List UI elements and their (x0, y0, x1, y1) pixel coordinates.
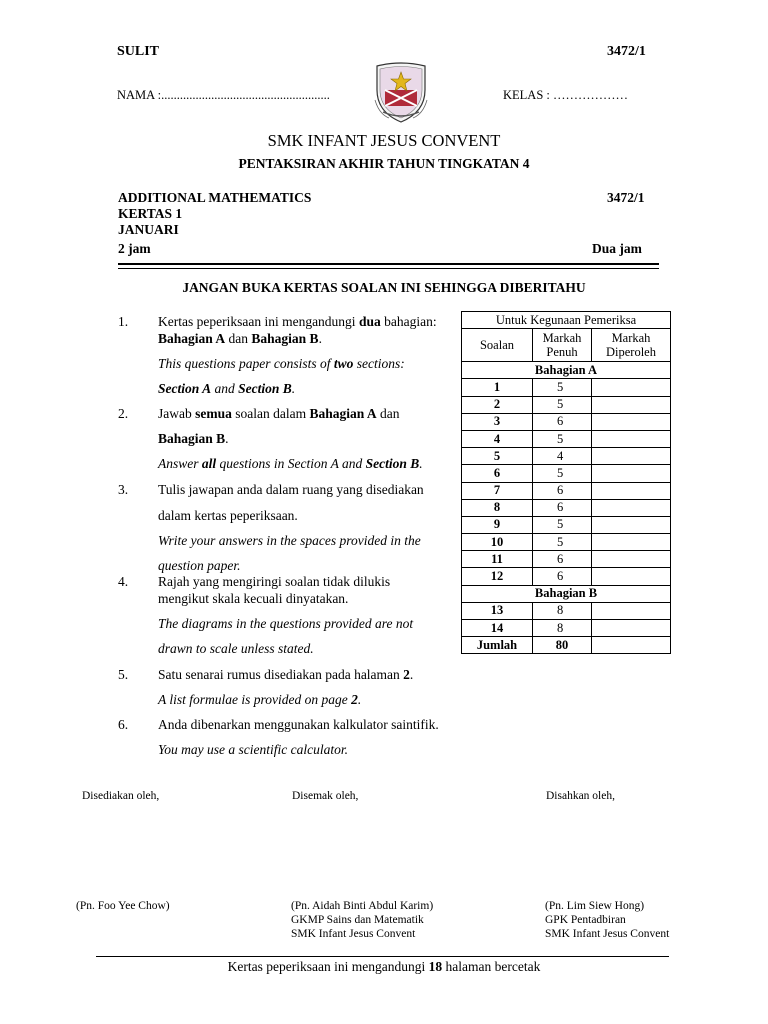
instruction-line: Tulis jawapan anda dalam ruang yang disediakan (158, 482, 424, 497)
subject-code: 3472/1 (607, 190, 645, 205)
table-row (462, 430, 671, 447)
approved-by-label: Disahkan oleh, (546, 790, 615, 802)
table-title: Untuk Kegunaan Pemeriksa (462, 312, 671, 329)
instruction-number: 5. (118, 667, 129, 682)
kelas-dots: ……………… (553, 88, 628, 102)
instruction-number: 6. (118, 717, 129, 732)
table-row (462, 379, 671, 396)
question-number: 8 (462, 499, 533, 516)
total-obtained-cell[interactable] (592, 637, 671, 654)
instruction-line: Satu senarai rumus disediakan pada halaman 2. (158, 667, 414, 682)
divider-thick (118, 263, 659, 265)
question-number: 6 (462, 465, 533, 482)
approved-by-block (545, 899, 669, 941)
marks-obtained-cell[interactable] (592, 568, 671, 585)
nama-label: NAMA : (117, 88, 162, 102)
school-name: SMK INFANT JESUS CONVENT (267, 131, 501, 150)
footer-rule (96, 956, 669, 957)
full-marks: 8 (533, 602, 592, 619)
section-a-header: Bahagian A (462, 362, 671, 379)
instruction-number: 4. (118, 574, 129, 589)
question-number: 9 (462, 516, 533, 533)
total-label: Jumlah (462, 637, 533, 654)
instruction-line-en: Section A and Section B. (158, 381, 296, 396)
question-number: 7 (462, 482, 533, 499)
examiner-marks-table (461, 311, 671, 654)
table-row (462, 516, 671, 533)
instruction-line: Anda dibenarkan menggunakan kalkulator saintifik. (158, 717, 439, 732)
instruction-number: 3. (118, 482, 129, 497)
checked-by-label: Disemak oleh, (292, 790, 359, 802)
instruction-line-en: drawn to scale unless stated. (158, 641, 314, 656)
total-marks: 80 (533, 637, 592, 654)
table-row (462, 396, 671, 413)
col-header-soalan: Soalan (462, 329, 533, 362)
marks-obtained-cell[interactable] (592, 602, 671, 619)
school-crest-icon (371, 60, 431, 124)
checked-by-school: SMK Infant Jesus Convent (291, 928, 416, 940)
marks-obtained-cell[interactable] (592, 534, 671, 551)
table-row (462, 465, 671, 482)
question-number: 10 (462, 534, 533, 551)
full-marks: 6 (533, 499, 592, 516)
approved-by-role: GPK Pentadbiran (545, 914, 626, 926)
table-row (462, 602, 671, 619)
duration-words: Dua jam (592, 241, 642, 256)
nama-field (117, 88, 330, 103)
instruction-line-en: Write your answers in the spaces provided in the (158, 533, 421, 548)
paper-code-top: 3472/1 (607, 44, 646, 59)
instruction-line: dalam kertas peperiksaan. (158, 508, 298, 523)
instruction-line: Bahagian B. (158, 431, 229, 446)
marks-obtained-cell[interactable] (592, 448, 671, 465)
instruction-line-en: A list formulae is provided on page 2. (158, 692, 362, 707)
col-header-markah-diperoleh: Markah Diperoleh (592, 329, 671, 362)
paper-number: KERTAS 1 (118, 206, 183, 221)
marks-obtained-cell[interactable] (592, 413, 671, 430)
duration: 2 jam (118, 241, 151, 256)
full-marks: 6 (533, 551, 592, 568)
question-number: 12 (462, 568, 533, 585)
table-row (462, 568, 671, 585)
full-marks: 6 (533, 413, 592, 430)
full-marks: 6 (533, 482, 592, 499)
question-number: 2 (462, 396, 533, 413)
prepared-by-name: (Pn. Foo Yee Chow) (76, 900, 170, 912)
full-marks: 5 (533, 465, 592, 482)
exam-month: JANUARI (118, 222, 179, 237)
table-row (462, 551, 671, 568)
checked-by-role: GKMP Sains dan Matematik (291, 914, 424, 926)
checked-by-block (291, 899, 433, 941)
instruction-line-en: Answer all questions in Section A and Section B. (158, 456, 423, 471)
section-b-header: Bahagian B (462, 585, 671, 602)
marks-obtained-cell[interactable] (592, 465, 671, 482)
approved-by-school: SMK Infant Jesus Convent (545, 928, 670, 940)
instruction-line-en: You may use a scientific calculator. (158, 742, 348, 757)
instruction-number: 1. (118, 314, 129, 329)
subject-name: ADDITIONAL MATHEMATICS (118, 190, 312, 205)
checked-by-name: (Pn. Aidah Binti Abdul Karim) (291, 900, 434, 912)
full-marks: 6 (533, 568, 592, 585)
instruction-line-en: question paper. (158, 558, 241, 573)
full-marks: 5 (533, 379, 592, 396)
prepared-by-label: Disediakan oleh, (82, 790, 160, 802)
marks-obtained-cell[interactable] (592, 482, 671, 499)
instruction-line: Rajah yang mengiringi soalan tidak dilukis (158, 574, 391, 589)
full-marks: 8 (533, 620, 592, 637)
sulit-label: SULIT (117, 44, 160, 59)
question-number: 11 (462, 551, 533, 568)
question-number: 5 (462, 448, 533, 465)
table-row (462, 413, 671, 430)
question-number: 3 (462, 413, 533, 430)
question-number: 13 (462, 602, 533, 619)
instruction-line-en: This questions paper consists of two sections: (158, 356, 405, 371)
instruction-number: 2. (118, 406, 129, 421)
table-row (462, 448, 671, 465)
table-row (462, 620, 671, 637)
warning-text: JANGAN BUKA KERTAS SOALAN INI SEHINGGA DIBERITAHU (182, 280, 586, 295)
question-number: 4 (462, 430, 533, 447)
instruction-line: Kertas peperiksaan ini mengandungi dua bahagian: (158, 314, 437, 329)
instruction-line: Bahagian A dan Bahagian B. (158, 331, 322, 346)
marks-obtained-cell[interactable] (592, 620, 671, 637)
table-row (462, 534, 671, 551)
instruction-line: mengikut skala kecuali dinyatakan. (158, 591, 349, 606)
marks-obtained-cell[interactable] (592, 516, 671, 533)
approved-by-name: (Pn. Lim Siew Hong) (545, 900, 645, 912)
table-row (462, 499, 671, 516)
marks-obtained-cell[interactable] (592, 551, 671, 568)
col-header-markah-penuh: Markah Penuh (533, 329, 592, 362)
full-marks: 5 (533, 396, 592, 413)
full-marks: 5 (533, 516, 592, 533)
question-number: 14 (462, 620, 533, 637)
marks-obtained-cell[interactable] (592, 430, 671, 447)
full-marks: 4 (533, 448, 592, 465)
kelas-label: KELAS : (503, 88, 550, 102)
full-marks: 5 (533, 430, 592, 447)
exam-title: PENTAKSIRAN AKHIR TAHUN TINGKATAN 4 (238, 156, 530, 171)
marks-obtained-cell[interactable] (592, 499, 671, 516)
marks-obtained-cell[interactable] (592, 396, 671, 413)
marks-obtained-cell[interactable] (592, 379, 671, 396)
instruction-line: Jawab semua soalan dalam Bahagian A dan (158, 406, 400, 421)
footer-page-count: Kertas peperiksaan ini mengandungi 18 halaman bercetak (227, 959, 541, 974)
table-row (462, 482, 671, 499)
instruction-line-en: The diagrams in the questions provided are not (158, 616, 414, 631)
question-number: 1 (462, 379, 533, 396)
nama-dots: ...................................................... (161, 88, 330, 102)
divider-thin (118, 268, 659, 269)
full-marks: 5 (533, 534, 592, 551)
kelas-field (503, 88, 628, 103)
